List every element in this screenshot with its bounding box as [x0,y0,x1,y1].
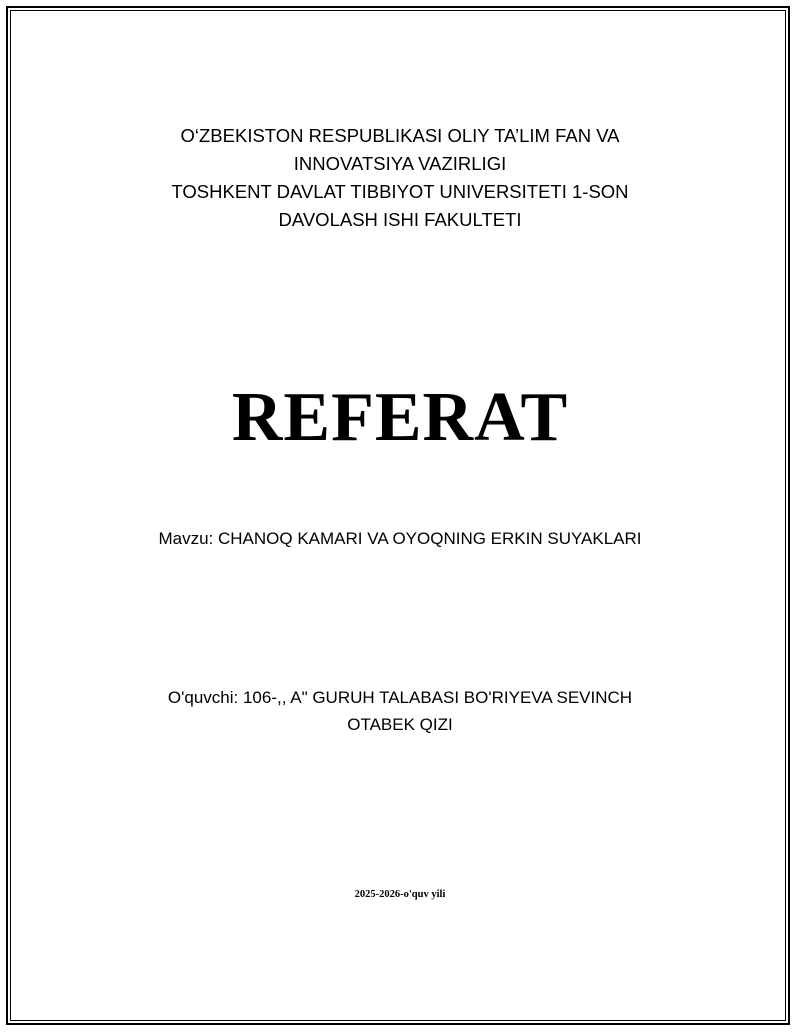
student-info [0,684,800,738]
header-line: DAVOLASH ISHI FAKULTETI [278,209,522,230]
header-line: TOSHKENT DAVLAT TIBBIYOT UNIVERSITETI 1-SON [171,181,629,202]
student-line: O'quvchi: 106-,, A" GURUH TALABASI BO'RIYEVA SEVINCH [167,688,633,707]
header-line: O‘ZBEKISTON RESPUBLIKASI OLIY TA’LIM FAN VA [180,125,620,146]
academic-year: 2025-2026-o'quv yili [354,889,446,900]
student-line: OTABEK QIZI [347,715,453,734]
header-line: INNOVATSIYA VAZIRLIGI [293,153,507,174]
topic-line: Mavzu: CHANOQ KAMARI VA OYOQNING ERKIN SUYAKLARI [158,529,642,548]
institution-header [0,122,800,234]
document-title: REFERAT [231,379,569,456]
